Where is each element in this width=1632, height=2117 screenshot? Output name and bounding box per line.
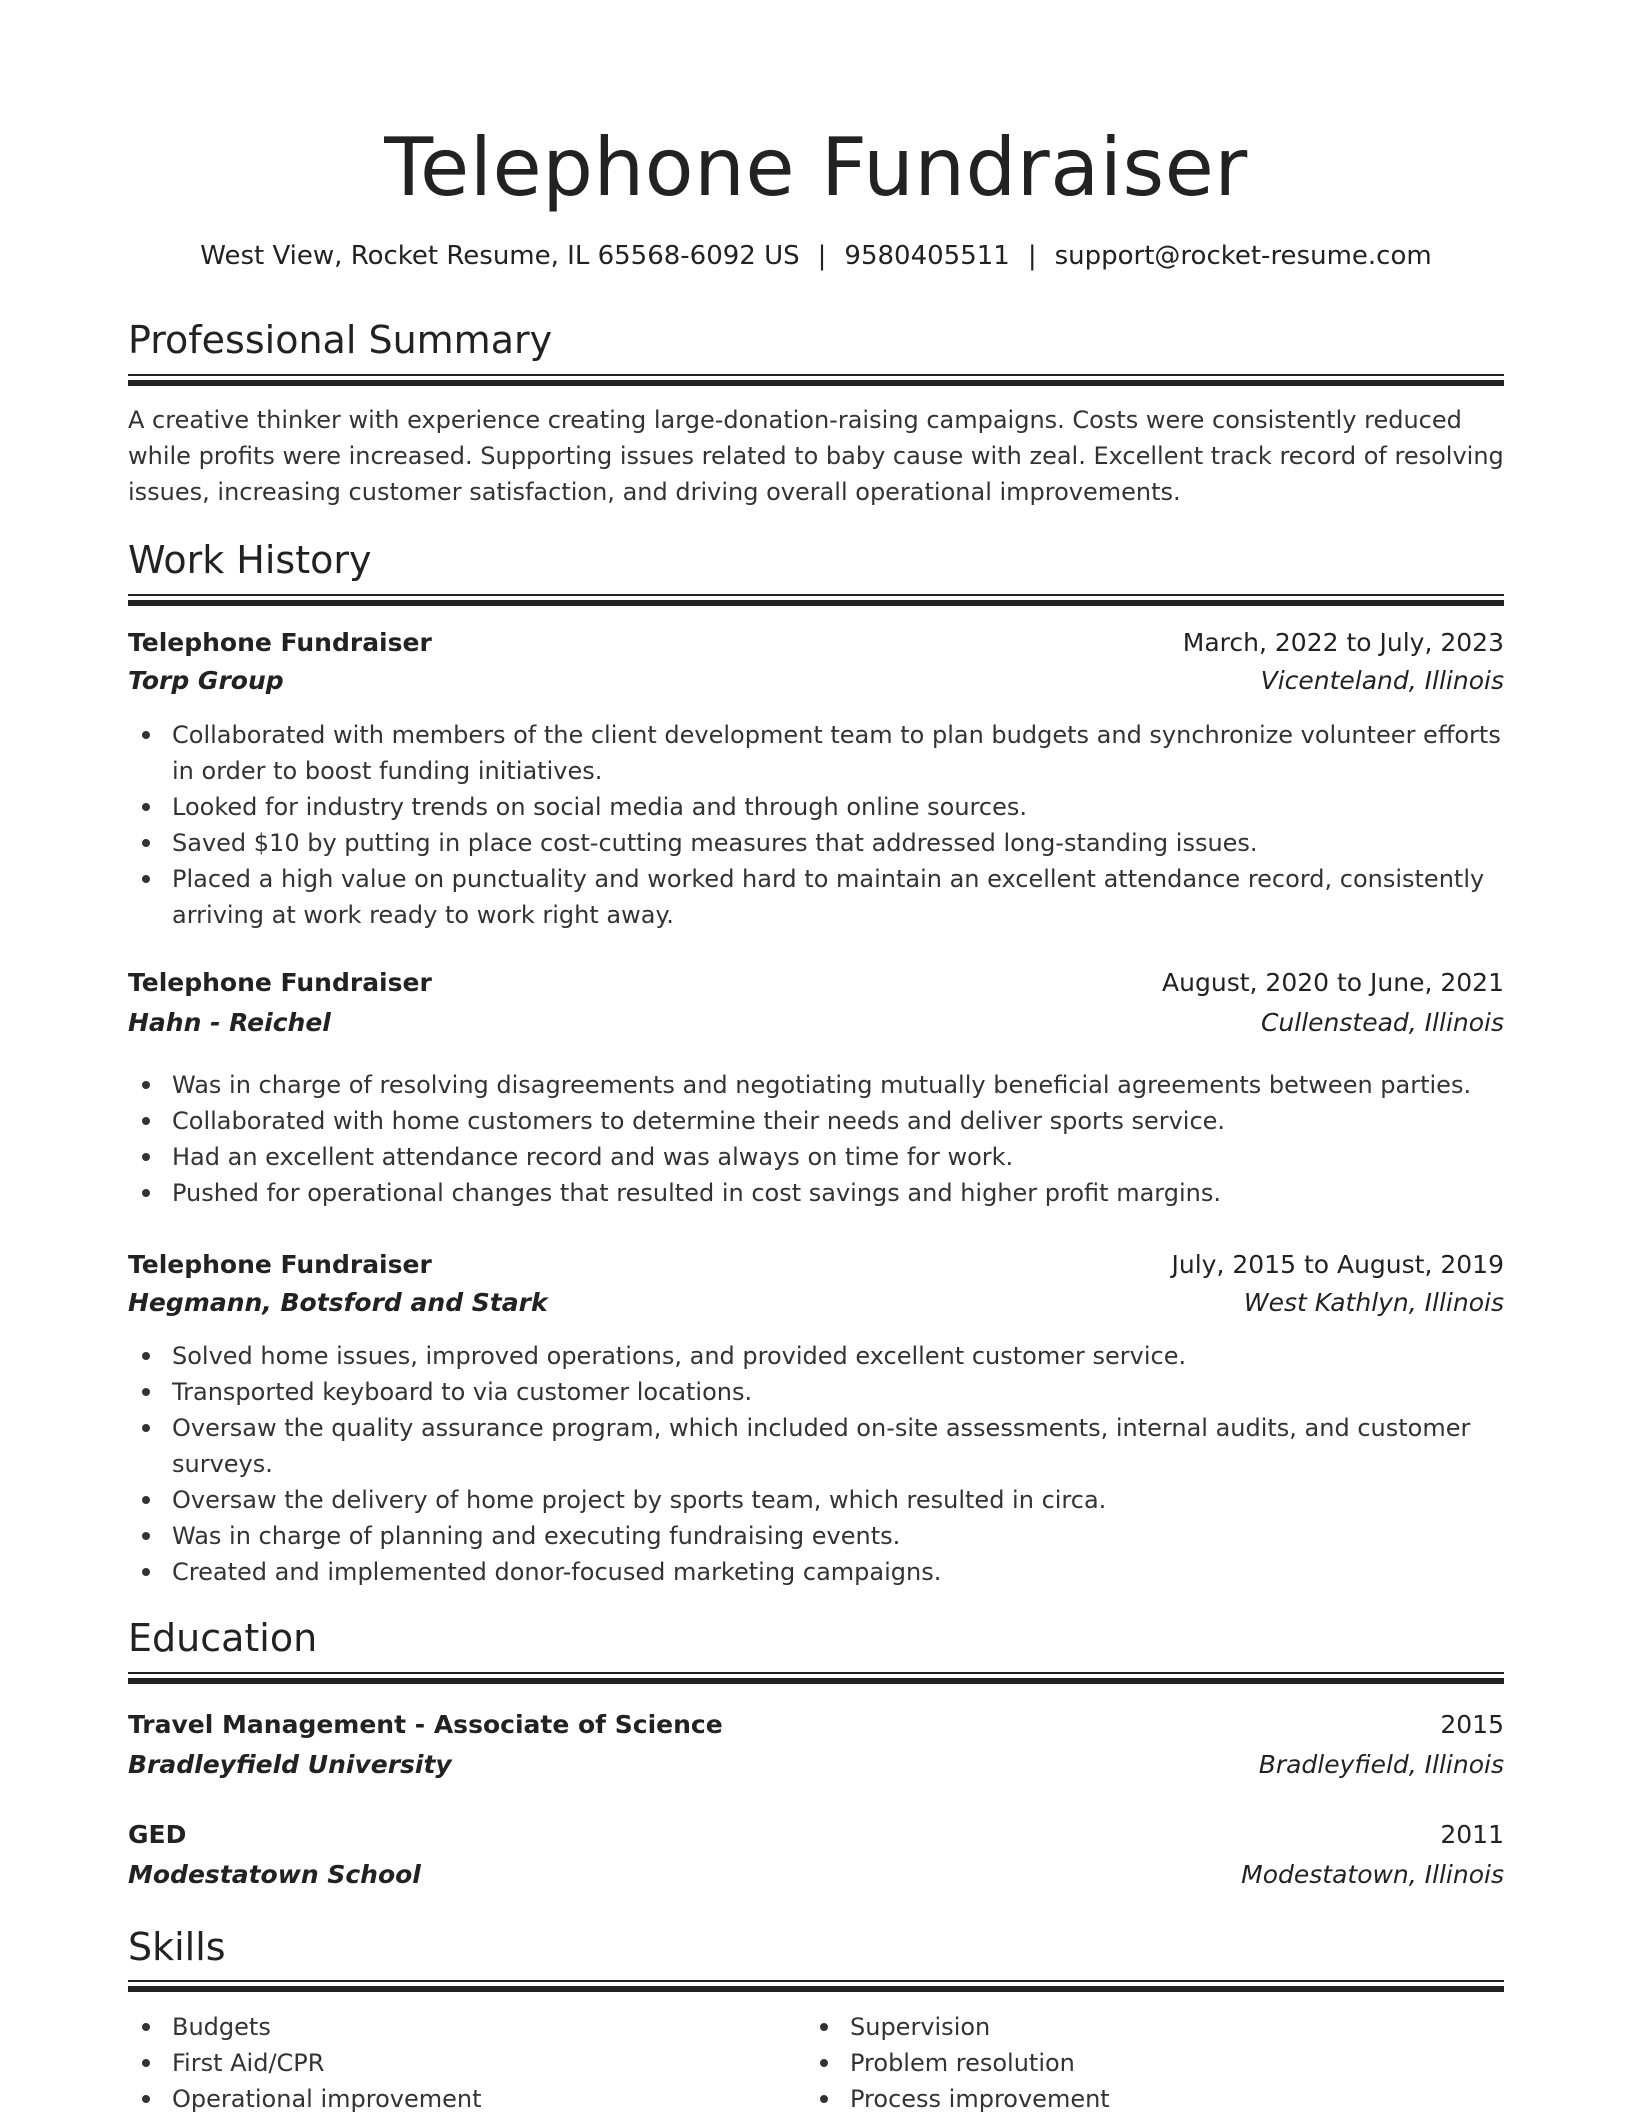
job-company: Hegmann, Botsford and Stark xyxy=(128,1288,548,1317)
section-title-summary: Professional Summary xyxy=(128,318,553,362)
section-title-skills: Skills xyxy=(128,1925,226,1969)
education-year: 2015 xyxy=(1440,1710,1504,1739)
skills-list-left xyxy=(128,2009,728,2117)
job-company: Hahn - Reichel xyxy=(128,1008,331,1037)
education-location: Bradleyfield, Illinois xyxy=(1258,1750,1504,1779)
contact-email[interactable]: support@rocket-resume.com xyxy=(1054,241,1432,271)
list-item: Pushed for operational changes that resulted in cost savings and higher profit margins. xyxy=(128,1175,1504,1211)
list-item: Oversaw the quality assurance program, which included on-site assessments, internal audits, and customer surveys. xyxy=(128,1410,1504,1482)
job-title: Telephone Fundraiser xyxy=(128,968,432,997)
education-degree: GED xyxy=(128,1820,187,1849)
job-title: Telephone Fundraiser xyxy=(128,1250,432,1279)
list-item: Oversaw the delivery of home project by sports team, which resulted in circa. xyxy=(128,1482,1504,1518)
list-item: Transported keyboard to via customer locations. xyxy=(128,1374,1504,1410)
section-divider xyxy=(128,1672,1504,1685)
job-duties xyxy=(128,717,1504,933)
contact-separator: | xyxy=(817,241,827,271)
list-item: Looked for industry trends on social media and through online sources. xyxy=(128,789,1504,825)
list-item: Had an excellent attendance record and was always on time for work. xyxy=(128,1139,1504,1175)
education-school: Modestatown School xyxy=(128,1860,421,1889)
section-title-education: Education xyxy=(128,1616,318,1660)
section-title-work: Work History xyxy=(128,538,372,582)
education-degree: Travel Management - Associate of Science xyxy=(128,1710,723,1739)
list-item: Problem resolution xyxy=(806,2045,1406,2081)
summary-text: A creative thinker with experience creating large-donation-raising campaigns. Costs were consistently reduced while profits were increased. Supporting issues related to baby cause with zeal. Excellent track record of resolving issues, increasing customer satisfaction, and driving overall operational improvements. xyxy=(128,406,1504,506)
contact-separator: | xyxy=(1027,241,1037,271)
job-company-row xyxy=(128,1004,1504,1042)
education-school: Bradleyfield University xyxy=(128,1750,452,1779)
list-item: Operational improvement xyxy=(128,2081,728,2117)
list-item: Supervision xyxy=(806,2009,1406,2045)
list-item: Saved $10 by putting in place cost-cutting measures that addressed long-standing issues. xyxy=(128,825,1504,861)
job-duties xyxy=(128,1067,1504,1211)
list-item: Was in charge of resolving disagreements and negotiating mutually beneficial agreements between parties. xyxy=(128,1067,1504,1103)
contact-phone: 9580405511 xyxy=(844,241,1010,271)
list-item: Collaborated with members of the client development team to plan budgets and synchronize volunteer efforts in order to boost funding initiatives. xyxy=(128,717,1504,789)
job-company-row xyxy=(128,1284,1504,1322)
job-company-row xyxy=(128,662,1504,700)
job-dates: August, 2020 to June, 2021 xyxy=(1162,968,1504,997)
job-header xyxy=(128,1246,1504,1284)
list-item: First Aid/CPR xyxy=(128,2045,728,2081)
candidate-name: Telephone Fundraiser xyxy=(384,121,1248,214)
job-header xyxy=(128,964,1504,1002)
education-school-row xyxy=(128,1856,1504,1894)
job-duties xyxy=(128,1338,1504,1590)
list-item: Budgets xyxy=(128,2009,728,2045)
job-company: Torp Group xyxy=(128,666,284,695)
education-school-row xyxy=(128,1746,1504,1784)
job-location: Vicenteland, Illinois xyxy=(1260,666,1504,695)
job-location: Cullenstead, Illinois xyxy=(1260,1008,1504,1037)
section-divider xyxy=(128,594,1504,607)
list-item: Solved home issues, improved operations, and provided excellent customer service. xyxy=(128,1338,1504,1374)
job-dates: July, 2015 to August, 2019 xyxy=(1171,1250,1504,1279)
skills-list-right xyxy=(806,2009,1406,2117)
education-location: Modestatown, Illinois xyxy=(1241,1860,1504,1889)
education-header xyxy=(128,1706,1504,1744)
contact-line xyxy=(128,238,1504,274)
job-dates: March, 2022 to July, 2023 xyxy=(1182,628,1504,657)
list-item: Collaborated with home customers to determine their needs and deliver sports service. xyxy=(128,1103,1504,1139)
education-header xyxy=(128,1816,1504,1854)
job-title: Telephone Fundraiser xyxy=(128,628,432,657)
contact-address: West View, Rocket Resume, IL 65568-6092 US xyxy=(200,241,800,271)
job-location: West Kathlyn, Illinois xyxy=(1243,1288,1504,1317)
list-item: Created and implemented donor-focused marketing campaigns. xyxy=(128,1554,1504,1590)
list-item: Was in charge of planning and executing fundraising events. xyxy=(128,1518,1504,1554)
list-item: Placed a high value on punctuality and worked hard to maintain an excellent attendance record, consistently arriving at work ready to work right away. xyxy=(128,861,1504,933)
section-divider xyxy=(128,374,1504,387)
list-item: Process improvement xyxy=(806,2081,1406,2117)
education-year: 2011 xyxy=(1440,1820,1504,1849)
section-divider xyxy=(128,1980,1504,1993)
job-header xyxy=(128,624,1504,662)
